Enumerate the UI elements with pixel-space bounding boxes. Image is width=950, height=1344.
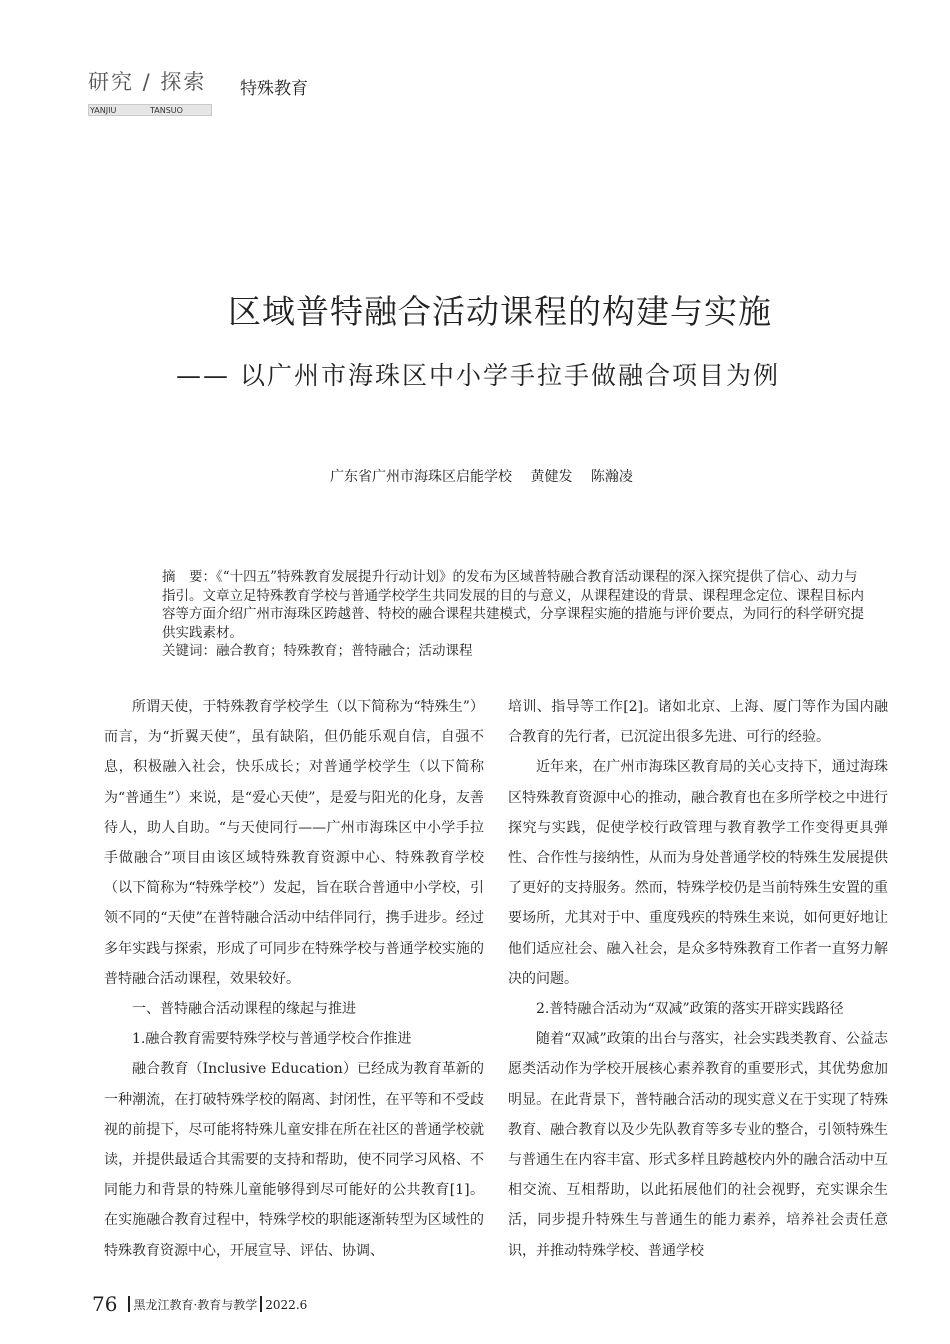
- left-column: [104, 692, 484, 1266]
- right-column: [508, 692, 888, 1266]
- issue-number: 2022.6: [265, 1298, 308, 1312]
- subsection-heading: 2.普特融合活动为“双减”政策的落实开辟实践路径: [536, 1001, 844, 1018]
- abstract-label: 摘 要：: [162, 569, 216, 585]
- paragraph-continued: 培训、指导等工作[2]。诸如北京、上海、厦门等作为国内融合教育的先行者，已沉淀出很多先进、可行的经验。: [508, 699, 888, 746]
- header-section: 特殊教育: [240, 79, 308, 99]
- author-name: 黄健发: [530, 469, 573, 485]
- abstract-body: 《“十四五”特殊教育发展提升行动计划》的发布为区域普特融合教育活动课程的深入探究提供了信心、动力与指引。文章立足特殊教育学校与普通学校学生共同发展的目的与意义，从课程建设的背景、课程理念定位、课程目标内容等方面介绍广州市海珠区跨越普、特校的融合课程共建模式，分享课程实施的措施与评价要点，为同行的科学研究提供实践素材。: [162, 569, 864, 641]
- footer-separator: [128, 1296, 130, 1312]
- author-line: [330, 466, 647, 486]
- footer-separator: [260, 1296, 262, 1312]
- paragraph: 所谓天使，于特殊教育学校学生（以下简称为“特殊生”）而言，为“折翼天使”，虽有缺陷，但仍能乐观自信，自强不息，积极融入社会，快乐成长；对普通学校学生（以下简称为“普通生”）来说，是“爱心天使”，是爱与阳光的化身，友善待人，助人自助。“与天使同行——广州市海珠区中小学手拉手做融合”项目由该区域特殊教育资源中心、特殊教育学校（以下简称为“特殊学校”）发起，旨在联合普通中小学校，引领不同的“天使”在普特融合活动中结伴同行，携手进步。经过多年实践与探索，形成了可同步在特殊学校与普通学校实施的普特融合活动课程，效果较好。: [104, 699, 484, 987]
- page-footer: [92, 1292, 307, 1322]
- paragraph: 随着“双减”政策的出台与落实，社会实践类教育、公益志愿类活动作为学校开展核心素养教育的重要形式，其优势愈加明显。在此背景下，普特融合活动的现实意义在于实现了特殊教育、融合教育以及少先队教育等多专业的整合，引领特殊生与普通生在内容丰富、形式多样且跨越校内外的融合活动中互相交流、互相帮助，以此拓展他们的社会视野，充实课余生活，同步提升特殊生与普通生的能力素养，培养社会责任意识，并推动特殊学校、普通学校: [508, 1031, 888, 1259]
- keywords: [162, 642, 870, 661]
- paragraph: 融合教育（Inclusive Education）已经成为教育革新的一种潮流，在打破特殊学校的隔离、封闭性，在平等和不受歧视的前提下，尽可能将特殊儿童安排在所在社区的普通学校就读，并提供最适合其需要的支持和帮助，使不同学习风格、不同能力和背景的特殊儿童能够得到尽可能好的公共教育[1]。在实施融合教育过程中，特殊学校的职能逐渐转型为区域性的特殊教育资源中心，开展宣导、评估、协调、: [104, 1061, 484, 1259]
- abstract-text: [162, 568, 870, 642]
- header-pinyin-2: TANSUO: [150, 106, 183, 115]
- header-category: 研究 / 探索: [88, 70, 207, 94]
- page-number: 76: [92, 1292, 118, 1316]
- abstract: [162, 568, 870, 661]
- affiliation: 广东省广州市海珠区启能学校: [330, 469, 512, 485]
- article-title: 区域普特融合活动课程的构建与实施: [228, 292, 772, 331]
- keywords-label: 关键词：: [162, 643, 216, 660]
- subsection-heading: 1.融合教育需要特殊学校与普通学校合作推进: [132, 1031, 412, 1048]
- keywords-body: 融合教育；特殊教育；普特融合；活动课程: [216, 643, 473, 660]
- header-pinyin-1: YANJIU: [90, 106, 117, 115]
- journal-name: 黑龙江教育·教育与教学: [133, 1298, 258, 1312]
- author-name: 陈瀚凌: [590, 469, 633, 485]
- paragraph: 近年来，在广州市海珠区教育局的关心支持下，通过海珠区特殊教育资源中心的推动，融合教育也在多所学校之中进行探究与实践，促使学校行政管理与教育教学工作变得更具弹性、合作性与接纳性，从而为身处普通学校的特殊生发展提供了更好的支持服务。然而，特殊学校仍是当前特殊生安置的重要场所，尤其对于中、重度残疾的特殊生来说，如何更好地让他们适应社会、融入社会，是众多特殊教育工作者一直努力解决的问题。: [508, 759, 888, 987]
- article-subtitle: —— 以广州市海珠区中小学手拉手做融合项目为例: [176, 361, 780, 390]
- section-heading: 一、普特融合活动课程的缘起与推进: [132, 1001, 356, 1018]
